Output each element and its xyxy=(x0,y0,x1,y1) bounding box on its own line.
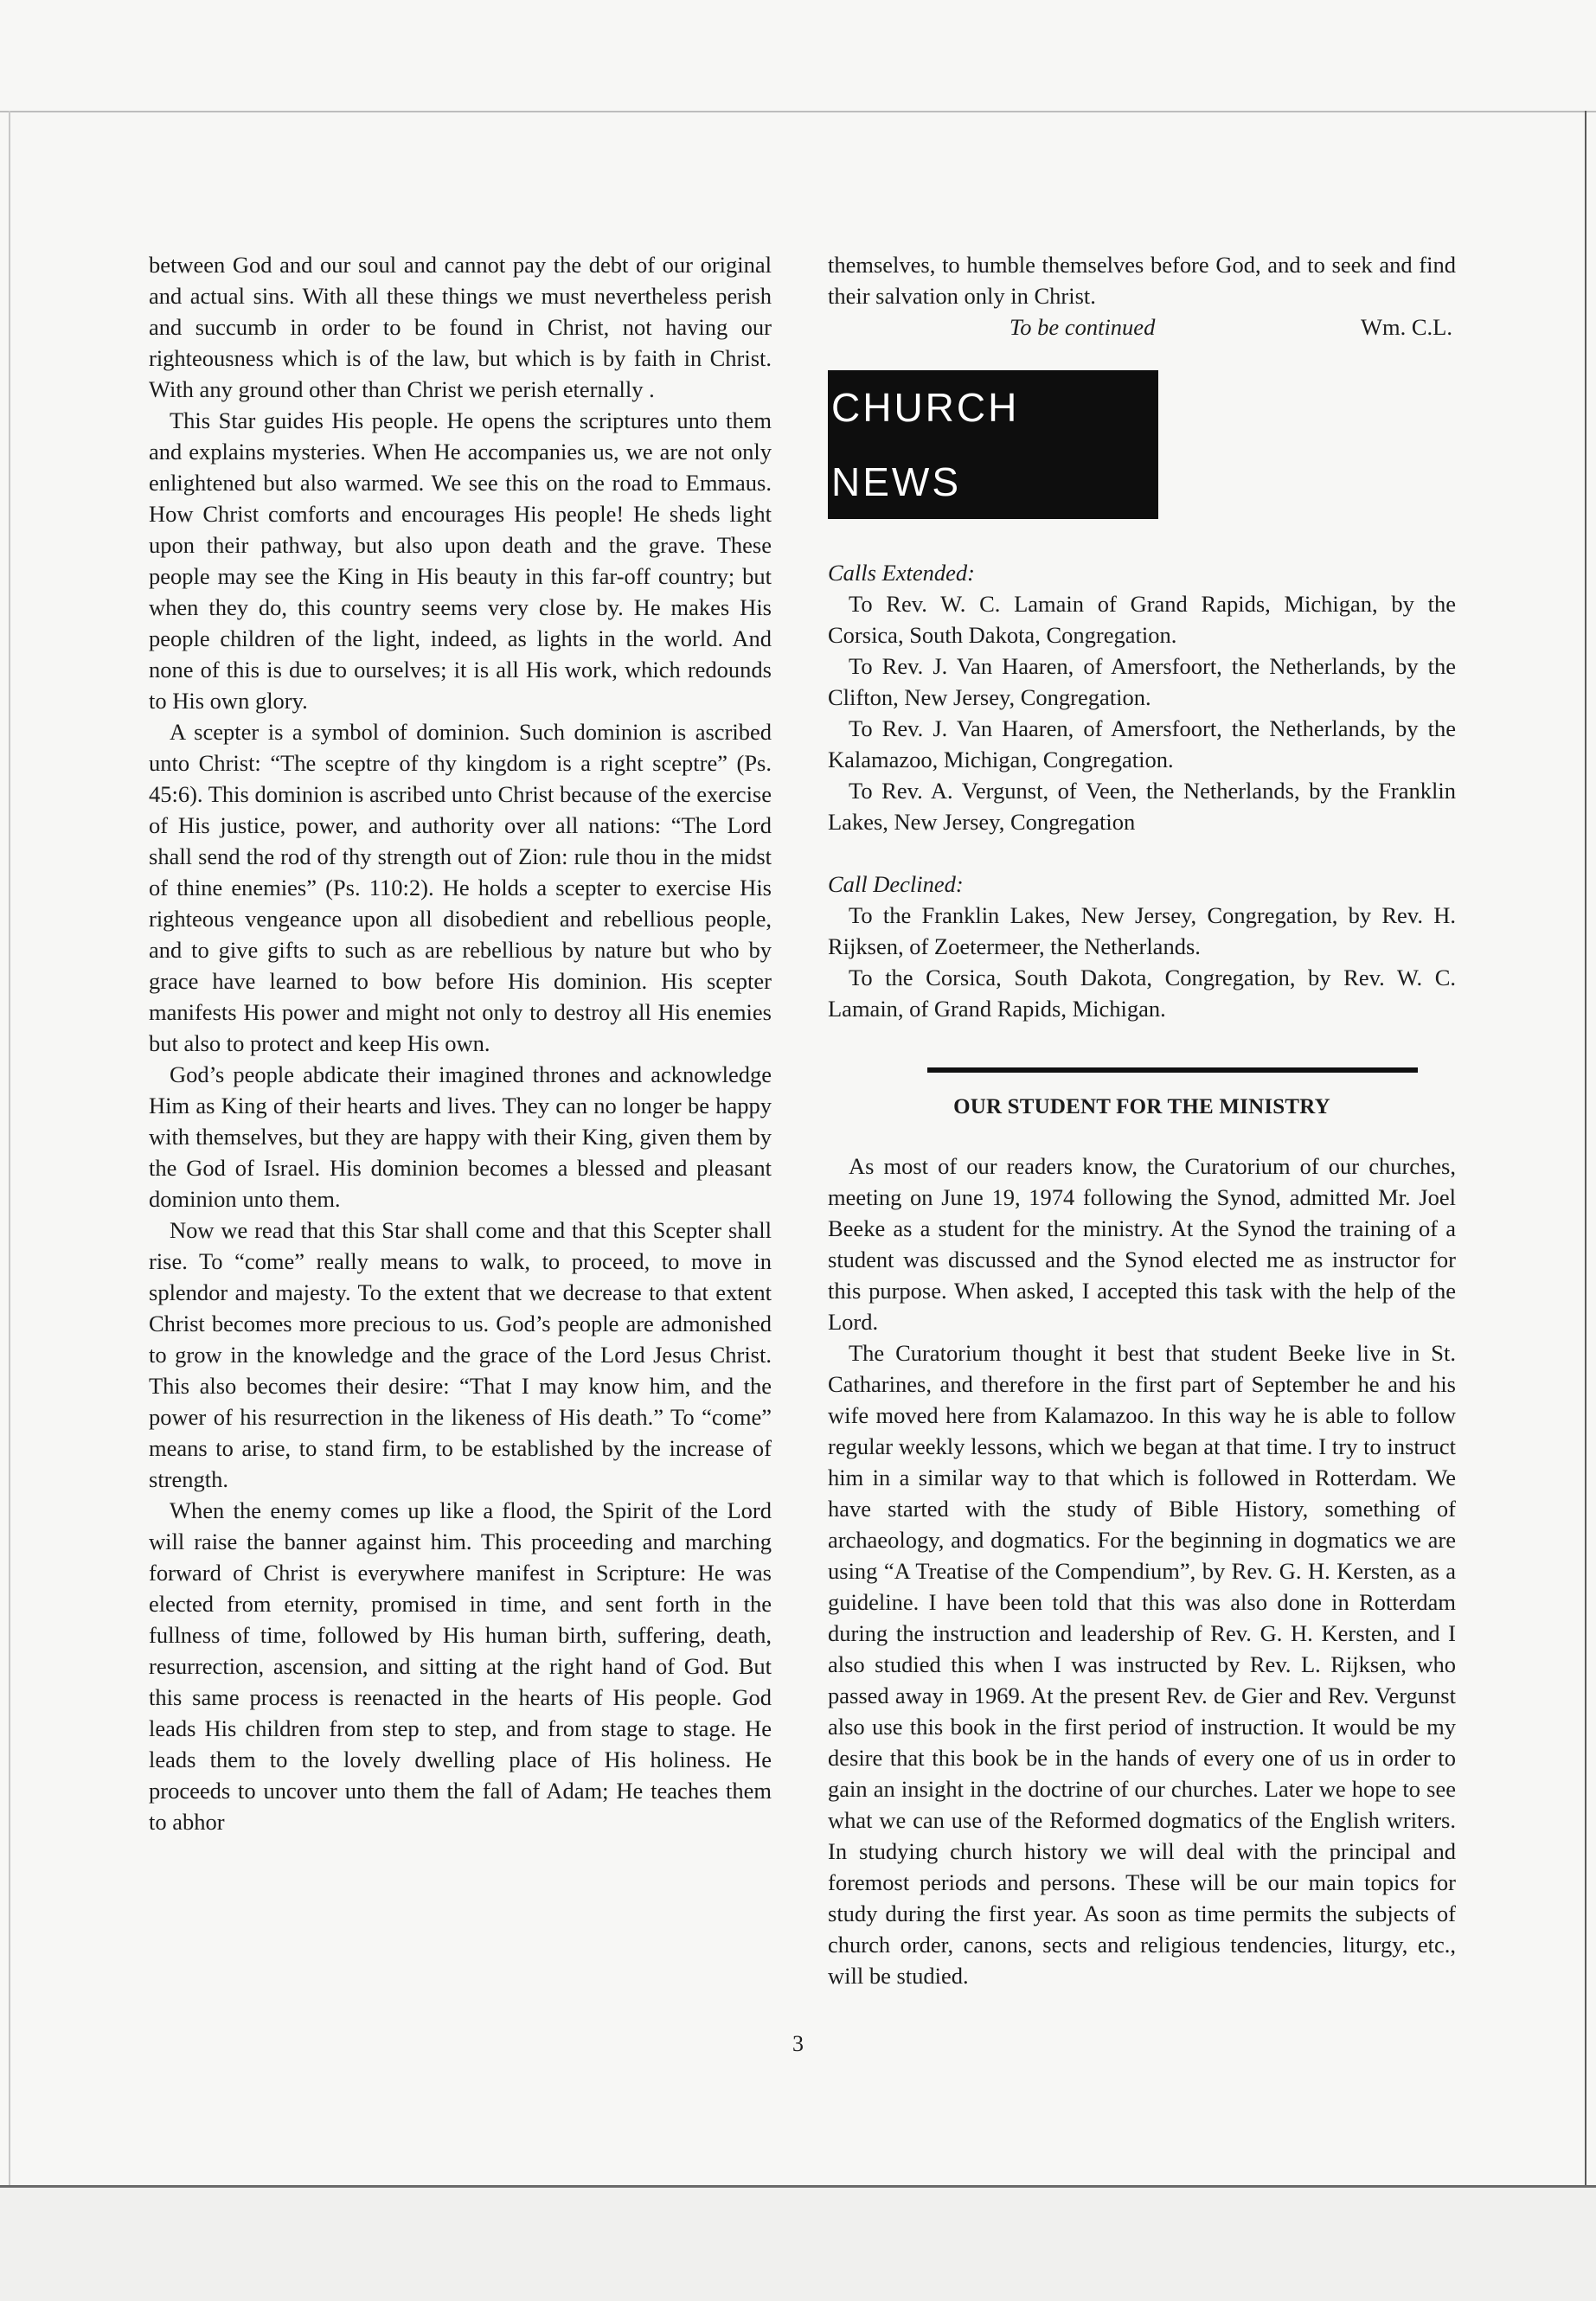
scan-edge-right xyxy=(1585,111,1586,2187)
article-continued-line xyxy=(828,311,1456,343)
call-extended-item: To Rev. A. Vergunst, of Veen, the Netherlands, by the Franklin Lakes, New Jersey, Congregation xyxy=(828,778,1456,835)
call-declined-item: To the Corsica, South Dakota, Congregation, by Rev. W. C. Lamain, of Grand Rapids, Michigan. xyxy=(828,965,1456,1022)
student-section-title: OUR STUDENT FOR THE MINISTRY xyxy=(953,1095,1330,1118)
page-number: 3 xyxy=(792,2031,804,2056)
left-paragraph-5: Now we read that this Star shall come and that this Scepter shall rise. To “come” really means to walk, to proceed, to move in splendor and majesty. To the extent that we decrease to that extent Christ becomes more precious to us. God’s people are admonished to grow in the knowledge and the grace of the Lord Jesus Christ. This also becomes their desire: “That I may know him, and the power of his resurrection in the likeness of His death.” To “come” means to arise, to stand firm, to be established by the increase of strength. xyxy=(149,1217,772,1492)
call-declined-item: To the Franklin Lakes, New Jersey, Congregation, by Rev. H. Rijksen, of Zoetermeer, the Netherlands. xyxy=(828,902,1456,959)
left-paragraph-4: God’s people abdicate their imagined thrones and acknowledge Him as King of their hearts and lives. They can no longer be happy with themselves, but they are happy with their King, given them by the God of Israel. His dominion becomes a blessed and pleasant dominion unto them. xyxy=(149,1061,772,1212)
article-closing-text: themselves, to humble themselves before God, and to seek and find their salvation only in Christ. xyxy=(828,252,1456,309)
section-divider xyxy=(927,1067,1418,1073)
call-extended-item: To Rev. W. C. Lamain of Grand Rapids, Michigan, by the Corsica, South Dakota, Congregation. xyxy=(828,591,1456,648)
call-declined-heading: Call Declined: xyxy=(828,871,964,897)
left-paragraph-6: When the enemy comes up like a flood, the Spirit of the Lord will raise the banner against him. This proceeding and marching forward of Christ is everywhere manifest in Scripture: He was elected from eternity, promised in time, and sent forth in the fullness of time, followed by His human birth, suffering, death, resurrection, ascension, and sitting at the right hand of God. But this same process is reenacted in the hearts of His people. God leads His children from step to step, and from stage to stage. He leads them to the lovely dwelling place of His holiness. He proceeds to uncover unto them the fall of Adam; He teaches them to abhor xyxy=(149,1497,772,1835)
left-paragraph-3: A scepter is a symbol of dominion. Such dominion is ascribed unto Christ: “The sceptre of thy kingdom is a right sceptre” (Ps. 45:6). This dominion is ascribed unto Christ because of the exercise of His justice, power, and authority over all nations: “The Lord shall send the rod of thy strength out of Zion: rule thou in the midst of thine enemies” (Ps. 110:2). He holds a scepter to exercise His righteous vengeance upon all disobedient and rebellious people, and to give gifts to such as are rebellious by nature but who by grace have learned to bow before His dominion. His scepter manifests His power and might not only to destroy all His enemies but also to protect and keep His own. xyxy=(149,719,772,1056)
scan-edge-top xyxy=(0,111,1596,112)
right-column xyxy=(828,249,1456,1991)
left-column xyxy=(149,249,772,1837)
call-extended-item: To Rev. J. Van Haaren, of Amersfoort, the Netherlands, by the Kalamazoo, Michigan, Congregation. xyxy=(828,715,1456,772)
call-extended-item: To Rev. J. Van Haaren, of Amersfoort, the Netherlands, by the Clifton, New Jersey, Congregation. xyxy=(828,653,1456,710)
continued-label: To be continued xyxy=(1010,314,1156,340)
student-paragraph-2: The Curatorium thought it best that student Beeke live in St. Catharines, and therefore in the first part of September he and his wife moved here from Kalamazoo. In this way he is able to follow regular weekly lessons, which we began at that time. I try to instruct him in a similar way to that which is followed in Rotterdam. We have started with the study of Bible History, something of archaeology, and dogmatics. For the beginning in dogmatics we are using “A Treatise of the Compendium”, by Rev. G. H. Kersten, as a guideline. I have been told that this was also done in Rotterdam during the instruction and leadership of Rev. G. H. Kersten, and I also studied this when I was instructed by Rev. L. Rijksen, who passed away in 1969. At the present Rev. de Gier and Rev. Vergunst also use this book in the first period of instruction. It would be my desire that this book be in the hands of every one of us in order to gain an insight in the doctrine of our churches. Later we hope to see what we can use of the Reformed dogmatics of the English writers. In studying church history we will deal with the principal and foremost periods and persons. These will be our main topics for study during the first year. As soon as time permits the subjects of church order, canons, sects and religious tendencies, liturgy, etc., will be studied. xyxy=(828,1340,1456,1989)
calls-extended-heading: Calls Extended: xyxy=(828,560,975,586)
left-paragraph-2: This Star guides His people. He opens the scriptures unto them and explains mysteries. When He accompanies us, we are not only enlightened but also warmed. We see this on the road to Emmaus. How Christ comforts and encourages His people! He sheds light upon their pathway, but also upon death and the grave. These people may see the King in His beauty in this far-off country; but when they do, this country seems very close by. He makes His people children of the light, indeed, as lights in the world. And none of this is due to ourselves; it is all His work, which redounds to His own glory. xyxy=(149,407,772,714)
scan-margin-bottom xyxy=(0,2188,1596,2301)
student-paragraph-1: As most of our readers know, the Curatorium of our churches, meeting on June 19, 1974 following the Synod, admitted Mr. Joel Beeke as a student for the ministry. At the Synod the training of a student was discussed and the Synod elected me as instructor for this purpose. When asked, I accepted this task with the help of the Lord. xyxy=(828,1153,1456,1335)
church-news-banner: CHURCH NEWS xyxy=(828,370,1158,519)
scan-edge-left xyxy=(9,111,10,2187)
left-paragraph-1: between God and our soul and cannot pay the debt of our original and actual sins. With all these things we must nevertheless perish and succumb in order to be found in Christ, not having our righteousness which is of the law, but which is by faith in Christ. With any ground other than Christ we perish eternally . xyxy=(149,252,772,402)
article-author: Wm. C.L. xyxy=(1361,314,1452,340)
